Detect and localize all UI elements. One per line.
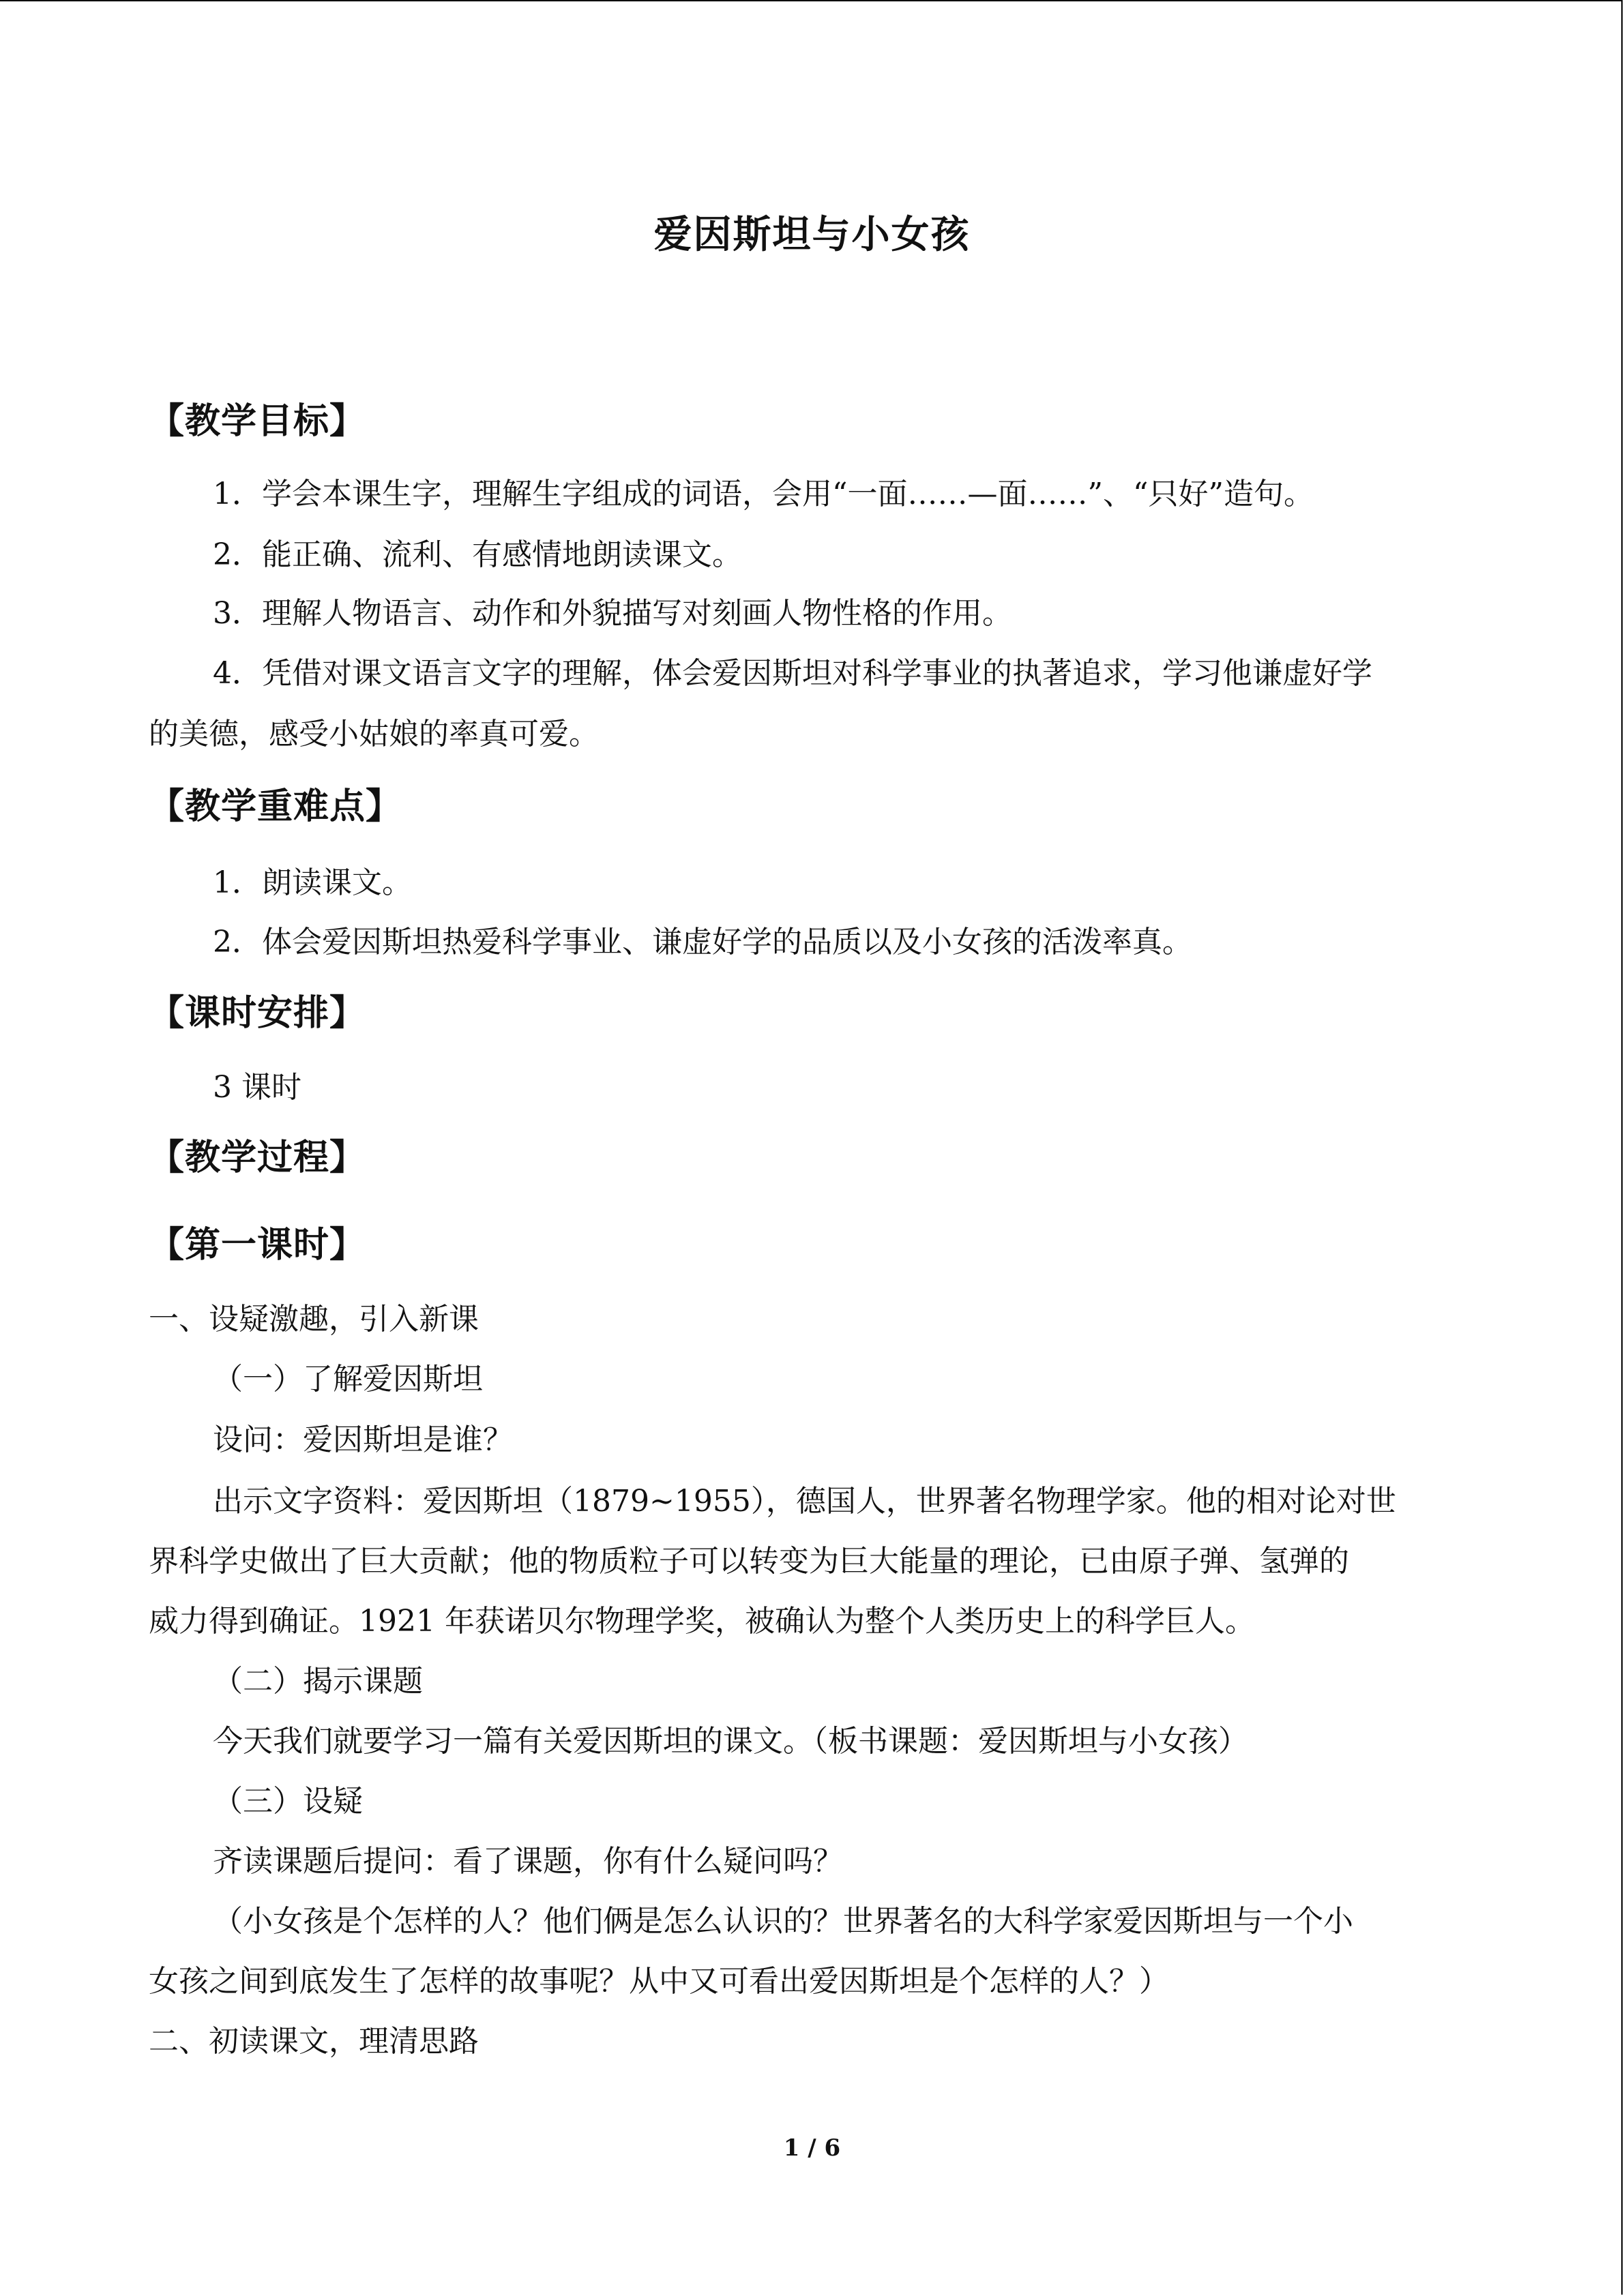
process-line: 威力得到确证。1921 年获诺贝尔物理学奖，被确认为整个人类历史上的科学巨人。: [149, 1604, 1255, 1639]
goal-item-3: 3．理解人物语言、动作和外貌描写对刻画人物性格的作用。: [213, 596, 1012, 631]
process-line: （二）揭示课题: [213, 1664, 423, 1699]
document-title: 爱因斯坦与小女孩: [653, 213, 971, 257]
schedule-text: 3 课时: [213, 1070, 301, 1105]
process-line: 界科学史做出了巨大贡献；他的物质粒子可以转变为巨大能量的理论，已由原子弹、氢弹的: [149, 1544, 1349, 1579]
heading-key-points: 【教学重难点】: [149, 786, 402, 827]
process-line: 齐读课题后提问：看了课题，你有什么疑问吗？: [213, 1844, 843, 1879]
process-line: 一、设疑激趣，引入新课: [149, 1302, 479, 1337]
process-line: 今天我们就要学习一篇有关爱因斯坦的课文。（板书课题：爱因斯坦与小女孩）: [213, 1724, 1248, 1759]
process-line: （一）了解爱因斯坦: [213, 1362, 483, 1397]
process-line: （三）设疑: [213, 1784, 363, 1819]
process-line: 设问：爱因斯坦是谁？: [213, 1422, 513, 1457]
process-line: （小女孩是个怎样的人？他们俩是怎么认识的？世界著名的大科学家爱因斯坦与一个小: [213, 1904, 1353, 1939]
process-line: 女孩之间到底发生了怎样的故事呢？从中又可看出爱因斯坦是个怎样的人？）: [149, 1964, 1169, 1999]
page-indicator: 1 / 6: [783, 2134, 841, 2162]
heading-process: 【教学过程】: [149, 1137, 366, 1178]
heading-schedule: 【课时安排】: [149, 993, 366, 1034]
goal-item-4: 4．凭借对课文语言文字的理解，体会爱因斯坦对科学事业的执著追求，学习他谦虚好学: [213, 656, 1372, 691]
goal-item-2: 2．能正确、流利、有感情地朗读课文。: [213, 537, 742, 572]
heading-teaching-goals: 【教学目标】: [149, 401, 366, 442]
heading-lesson-1: 【第一课时】: [149, 1225, 366, 1266]
goal-item-1: 1．学会本课生字，理解生字组成的词语，会用“一面……—面……”、“只好”造句。: [213, 477, 1314, 511]
key-point-2: 2．体会爱因斯坦热爱科学事业、谦虚好学的品质以及小女孩的活泼率真。: [213, 925, 1192, 959]
process-line: 二、初读课文，理清思路: [149, 2024, 479, 2059]
process-line: 出示文字资料：爱因斯坦（1879~1955），德国人，世界著名物理学家。他的相对论对世: [213, 1484, 1396, 1519]
key-point-1: 1．朗读课文。: [213, 865, 412, 900]
goal-item-4-cont: 的美德，感受小姑娘的率真可爱。: [149, 717, 599, 751]
